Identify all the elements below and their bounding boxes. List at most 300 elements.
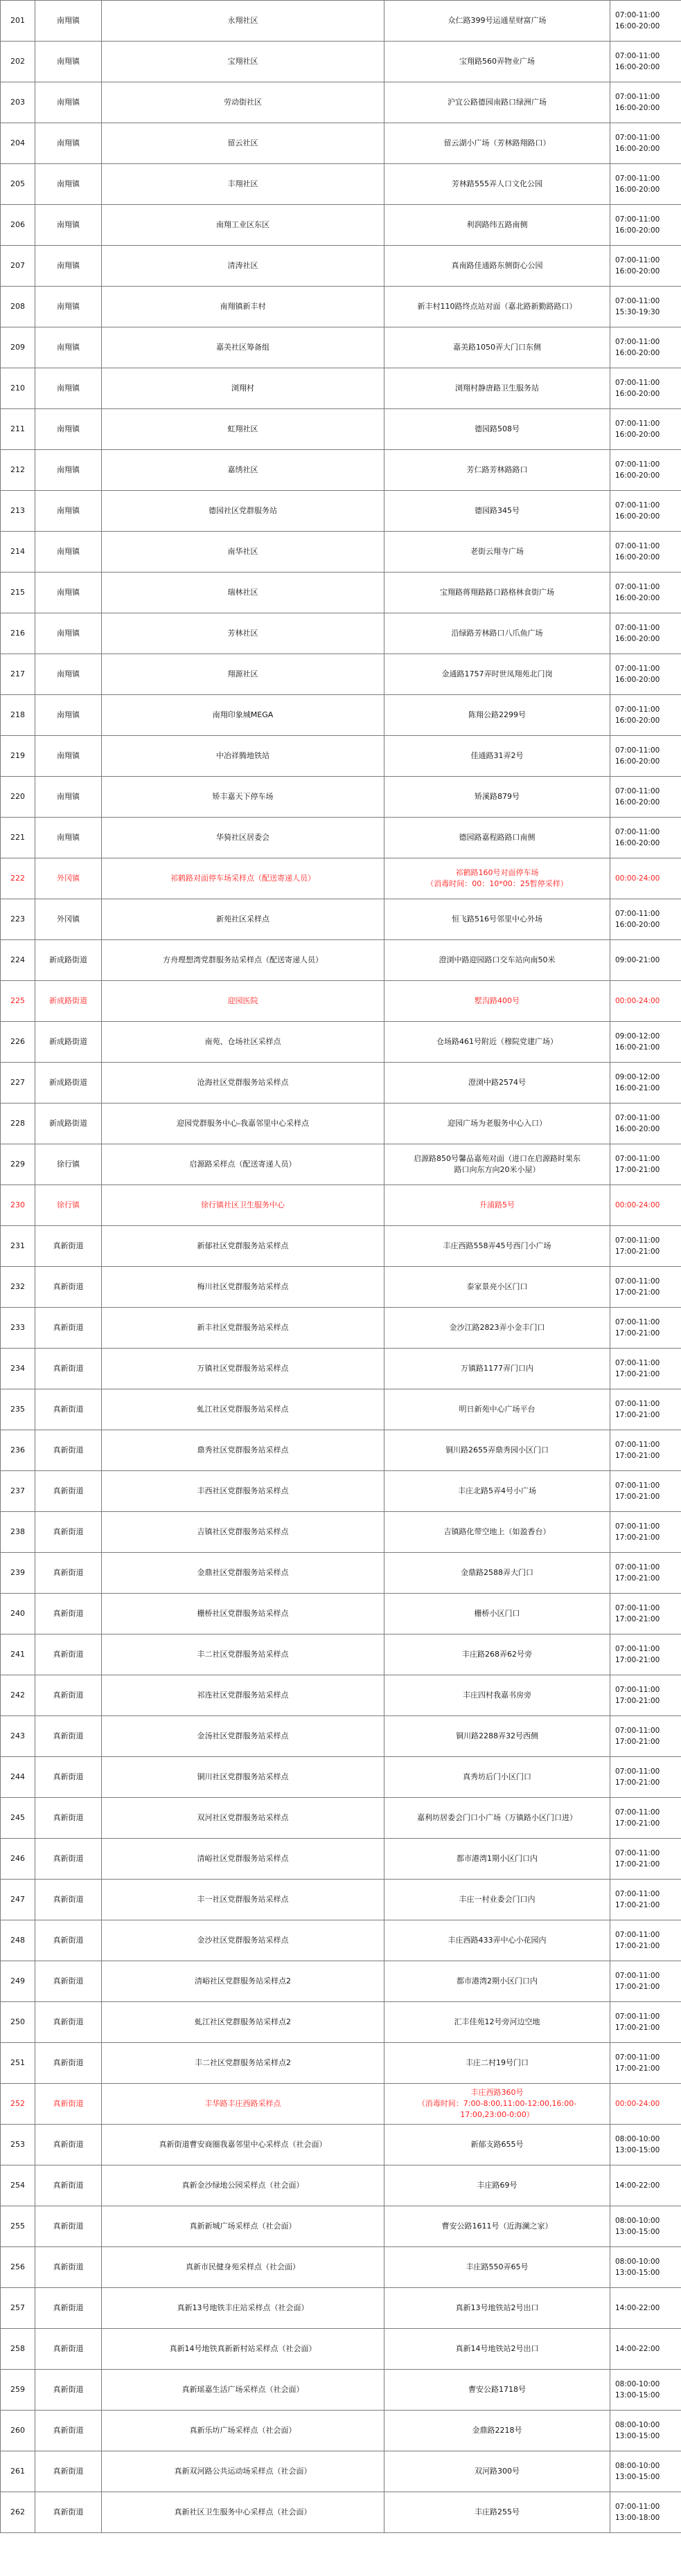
service-hours	[610, 818, 681, 858]
service-hours-line: 17:00-21:00	[615, 1411, 660, 1419]
site-name-line: 新丰社区党群服务站采样点	[197, 1323, 289, 1332]
row-number	[1, 1349, 35, 1389]
street-name-line: 真新街道	[53, 2467, 84, 2476]
service-hours-line: 07:00-11:00	[615, 1645, 660, 1653]
row-number-line: 230	[10, 1200, 25, 1209]
site-name-line: 方舟理想湾党群服务站采样点（配送寄递人员）	[163, 955, 323, 964]
street-name	[35, 818, 102, 858]
site-name	[102, 287, 384, 327]
street-name-line: 真新街道	[53, 1364, 84, 1373]
site-address-line: （消毒时间：00：10*00：25暂停采样）	[426, 879, 568, 888]
site-address-line: 德园路508号	[475, 424, 520, 433]
row-number	[1, 1594, 35, 1634]
service-hours	[610, 1349, 681, 1389]
service-hours-line: 17:00-21:00	[615, 1452, 660, 1460]
service-hours-line: 17:00-21:00	[615, 1983, 660, 1991]
site-address-line: 恒飞路516号邻里中心外场	[452, 915, 542, 924]
row-number	[1, 2329, 35, 2370]
table-row	[1, 2451, 681, 2492]
street-name	[35, 1594, 102, 1634]
service-hours	[610, 2411, 681, 2451]
service-hours	[610, 1798, 681, 1839]
row-number-line: 231	[10, 1241, 25, 1250]
site-address	[384, 654, 610, 695]
table-body	[1, 1, 681, 2533]
site-address	[384, 1512, 610, 1553]
service-hours	[610, 164, 681, 205]
table-row	[1, 2002, 681, 2043]
table-row	[1, 1226, 681, 1267]
site-name	[102, 899, 384, 940]
row-number	[1, 777, 35, 818]
service-hours-line: 07:00-11:00	[615, 705, 660, 714]
site-address	[384, 2165, 610, 2206]
service-hours-line: 07:00-11:00	[615, 828, 660, 836]
table-row	[1, 1185, 681, 1226]
row-number-line: 215	[10, 588, 25, 597]
service-hours-line: 17:00-21:00	[615, 1533, 660, 1542]
service-hours	[610, 654, 681, 695]
service-hours-line: 07:00-11:00	[615, 1808, 660, 1817]
site-name	[102, 2206, 384, 2247]
row-number-line: 247	[10, 1895, 25, 1904]
row-number-line: 252	[10, 2099, 25, 2108]
street-name	[35, 2411, 102, 2451]
table-row	[1, 2247, 681, 2288]
street-name-line: 真新街道	[53, 1772, 84, 1781]
street-name	[35, 327, 102, 368]
table-row	[1, 654, 681, 695]
table-row	[1, 818, 681, 858]
street-name	[35, 1757, 102, 1798]
site-address-line: 丰庄一村业委会门口内	[459, 1895, 536, 1904]
site-name	[102, 654, 384, 695]
site-name-line: 真新乐坊广场采样点（社会面）	[189, 2426, 297, 2435]
service-hours	[610, 1185, 681, 1226]
table-row	[1, 1716, 681, 1757]
site-address	[384, 2247, 610, 2288]
site-address	[384, 1634, 610, 1675]
street-name	[35, 491, 102, 532]
street-name	[35, 1716, 102, 1757]
service-hours	[610, 777, 681, 818]
service-hours-line: 07:00-11:00	[615, 1727, 660, 1735]
site-address	[384, 1, 610, 42]
row-number	[1, 1920, 35, 1961]
site-address-line: 真秀坊后门小区门口	[463, 1772, 531, 1781]
site-name-line: 丰华路丰庄西路采样点	[204, 2099, 281, 2108]
street-name	[35, 1349, 102, 1389]
row-number	[1, 2002, 35, 2043]
site-address	[384, 2002, 610, 2043]
site-address	[384, 368, 610, 409]
site-name-line: 丰一社区党群服务站采样点	[197, 1895, 289, 1904]
site-address	[384, 2492, 610, 2533]
service-hours-line: 16:00-20:00	[615, 267, 660, 276]
site-address	[384, 899, 610, 940]
service-hours	[610, 1961, 681, 2002]
site-address	[384, 1961, 610, 2002]
street-name-line: 真新街道	[53, 1405, 84, 1414]
street-name-line: 真新街道	[53, 1813, 84, 1822]
site-name	[102, 1022, 384, 1063]
table-row	[1, 246, 681, 287]
site-address-line: 真新14号地铁站2号出口	[455, 2344, 539, 2353]
site-name	[102, 981, 384, 1022]
street-name-line: 南翔镇	[57, 465, 80, 474]
street-name-line: 南翔镇	[57, 424, 80, 433]
table-row	[1, 2125, 681, 2165]
site-name-line: 清峪社区党群服务站采样点	[197, 1854, 289, 1863]
street-name-line: 南翔镇	[57, 220, 80, 229]
service-hours-line: 07:00-11:00	[615, 501, 660, 510]
row-number	[1, 42, 35, 82]
site-address	[384, 42, 610, 82]
site-name	[102, 2492, 384, 2533]
site-name-line: 沧海社区党群服务站采样点	[197, 1078, 289, 1087]
site-name	[102, 1389, 384, 1430]
service-hours	[610, 1389, 681, 1430]
site-address-line: 丰庄西路558弄45号西门小广场	[443, 1241, 551, 1250]
site-name-line: 永翔社区	[227, 16, 258, 25]
street-name-line: 南翔镇	[57, 833, 80, 842]
site-name-line: 金汤社区党群服务站采样点	[197, 1731, 289, 1740]
service-hours-line: 07:00-11:00	[615, 1155, 660, 1163]
site-address-line: 留云湖小广场（芳林路翔路口）	[443, 138, 551, 147]
table-row	[1, 491, 681, 532]
street-name-line: 南翔镇	[57, 506, 80, 515]
row-number	[1, 1553, 35, 1594]
service-hours-line: 08:00-10:00	[615, 2217, 660, 2225]
row-number	[1, 1389, 35, 1430]
site-name-line: 劳动街社区	[224, 98, 262, 107]
service-hours-line: 17:00-21:00	[615, 1288, 660, 1297]
service-hours-line: 07:00-11:00	[615, 1318, 660, 1326]
table-row	[1, 1063, 681, 1104]
site-name	[102, 1512, 384, 1553]
site-name	[102, 2084, 384, 2125]
row-number-line: 203	[10, 98, 25, 107]
street-name	[35, 573, 102, 613]
site-address	[384, 1757, 610, 1798]
site-name-line: 新郁社区党群服务站采样点	[197, 1241, 289, 1250]
row-number-line: 233	[10, 1323, 25, 1332]
service-hours-line: 07:00-11:00	[615, 215, 660, 224]
site-address-line: 祁鹤路160号对面停车场	[455, 868, 539, 877]
row-number	[1, 2084, 35, 2125]
site-address-line: 金沙江路2823弄小金丰门口	[449, 1323, 545, 1332]
site-address-line: 新郁支路655号	[470, 2140, 524, 2149]
site-name	[102, 450, 384, 491]
service-hours-line: 08:00-10:00	[615, 2421, 660, 2429]
street-name	[35, 2165, 102, 2206]
site-name-line: 徐行镇社区卫生服务中心	[201, 1200, 285, 1209]
site-name-line: 浏翔村	[231, 384, 254, 393]
table-row	[1, 327, 681, 368]
site-address-line: 真新13号地铁站2号出口	[455, 2303, 539, 2312]
site-address-line: 矫溪路879号	[475, 792, 520, 801]
street-name	[35, 42, 102, 82]
street-name	[35, 1634, 102, 1675]
site-address-line: 沪宜公路德园南路口绿洲广场	[448, 98, 547, 107]
site-address-line: 仓场路461号附近（穆院党建广场）	[436, 1037, 558, 1046]
site-name-line: 南苑、仓场社区采样点	[204, 1037, 281, 1046]
site-address-line: 嘉美路1050弄大门口东侧	[453, 343, 541, 352]
row-number	[1, 1430, 35, 1471]
service-hours-line: 07:00-11:00	[615, 1767, 660, 1776]
row-number-line: 205	[10, 179, 25, 188]
service-hours-line: 07:00-11:00	[615, 1931, 660, 1939]
site-name	[102, 1553, 384, 1594]
site-address	[384, 246, 610, 287]
service-hours-line: 17:00-21:00	[615, 1329, 660, 1337]
site-address	[384, 1144, 610, 1185]
site-name	[102, 1839, 384, 1880]
site-name	[102, 1308, 384, 1349]
site-name	[102, 1880, 384, 1920]
site-address-line: 众仁路399号运通星财富广场	[448, 16, 547, 25]
site-name-line: 丰二社区党群服务站采样点2	[195, 2058, 291, 2067]
row-number-line: 227	[10, 1078, 25, 1087]
site-name-line: 真新双河路公共运动场采样点（社会面）	[174, 2467, 312, 2476]
site-name-line: 真新瑶嘉生活广场采样点（社会面）	[182, 2385, 304, 2394]
row-number	[1, 368, 35, 409]
row-number	[1, 1185, 35, 1226]
street-name-line: 真新街道	[53, 1568, 84, 1577]
site-name	[102, 1920, 384, 1961]
site-address	[384, 981, 610, 1022]
site-address-line: 路口向东方向20米小屋）	[454, 1165, 540, 1174]
service-hours	[610, 1594, 681, 1634]
service-hours-line: 16:00-20:00	[615, 512, 660, 521]
site-name	[102, 1798, 384, 1839]
service-hours	[610, 287, 681, 327]
site-address	[384, 858, 610, 899]
street-name	[35, 123, 102, 164]
site-name	[102, 205, 384, 246]
service-hours-line: 07:00-11:00	[615, 787, 660, 795]
service-hours-line: 07:00-11:00	[615, 665, 660, 673]
row-number-line: 221	[10, 833, 25, 842]
service-hours-line: 00:00-24:00	[615, 997, 660, 1005]
service-hours-line: 00:00-24:00	[615, 1201, 660, 1209]
street-name-line: 南翔镇	[57, 57, 80, 66]
row-number-line: 223	[10, 915, 25, 924]
site-address	[384, 1349, 610, 1389]
row-number	[1, 1104, 35, 1144]
street-name-line: 南翔镇	[57, 16, 80, 25]
service-hours-line: 07:00-11:00	[615, 1400, 660, 1408]
street-name-line: 真新街道	[53, 2099, 84, 2108]
site-address	[384, 1430, 610, 1471]
site-name	[102, 246, 384, 287]
service-hours-line: 13:00-15:00	[615, 2473, 660, 2481]
site-address-line: 丰庄北路5弄4号小广场	[458, 1486, 536, 1495]
service-hours-line: 16:00-20:00	[615, 104, 660, 112]
service-hours	[610, 1920, 681, 1961]
street-name-line: 南翔镇	[57, 98, 80, 107]
table-row	[1, 1389, 681, 1430]
row-number-line: 245	[10, 1813, 25, 1822]
table-row	[1, 1308, 681, 1349]
row-number	[1, 1471, 35, 1512]
service-hours-line: 07:00-11:00	[615, 420, 660, 428]
service-hours-line: 17:00-21:00	[615, 1860, 660, 1868]
site-name	[102, 2002, 384, 2043]
street-name	[35, 1798, 102, 1839]
service-hours	[610, 42, 681, 82]
table-row	[1, 2492, 681, 2533]
service-hours	[610, 1063, 681, 1104]
row-number	[1, 246, 35, 287]
site-address-line: 丰庄四村我嘉书房旁	[463, 1691, 531, 1700]
row-number	[1, 1512, 35, 1553]
site-address-line: 汇丰佳苑12号旁河边空地	[454, 2017, 540, 2026]
site-address-line: 沿绿路芳林路口八爪鱼广场	[451, 629, 543, 638]
row-number-line: 238	[10, 1527, 25, 1536]
street-name	[35, 1880, 102, 1920]
table-row	[1, 1634, 681, 1675]
row-number	[1, 1144, 35, 1185]
row-number-line: 216	[10, 629, 25, 638]
site-address	[384, 2043, 610, 2084]
street-name	[35, 1185, 102, 1226]
row-number-line: 243	[10, 1731, 25, 1740]
site-name-line: 矫丰嘉天下停车场	[212, 792, 274, 801]
service-hours-line: 09:00-12:00	[615, 1073, 660, 1081]
site-address	[384, 450, 610, 491]
service-hours-line: 07:00-11:00	[615, 1604, 660, 1612]
site-name	[102, 1063, 384, 1104]
table-row	[1, 1594, 681, 1634]
service-hours-line: 16:00-20:00	[615, 594, 660, 602]
row-number	[1, 818, 35, 858]
service-hours-line: 13:00-15:00	[615, 2391, 660, 2399]
site-name-line: 南翔镇新丰村	[220, 302, 266, 311]
site-name	[102, 1471, 384, 1512]
site-name	[102, 42, 384, 82]
site-address	[384, 573, 610, 613]
table-row	[1, 1, 681, 42]
row-number	[1, 573, 35, 613]
street-name	[35, 205, 102, 246]
street-name-line: 南翔镇	[57, 302, 80, 311]
service-hours-line: 17:00-21:00	[615, 1819, 660, 1828]
service-hours-line: 16:00-20:00	[615, 22, 660, 30]
service-hours-line: 16:00-20:00	[615, 431, 660, 439]
street-name	[35, 450, 102, 491]
table-row	[1, 450, 681, 491]
service-hours	[610, 2043, 681, 2084]
service-hours-line: 07:00-11:00	[615, 174, 660, 183]
service-hours	[610, 2492, 681, 2533]
service-hours-line: 17:00-21:00	[615, 1901, 660, 1909]
site-address-line: 都市港湾2期小区门口内	[457, 1976, 538, 1985]
table-row	[1, 858, 681, 899]
row-number-line: 244	[10, 1772, 25, 1781]
table-row	[1, 573, 681, 613]
row-number-line: 249	[10, 1976, 25, 1985]
street-name-line: 真新街道	[53, 1976, 84, 1985]
street-name	[35, 1430, 102, 1471]
table-row	[1, 695, 681, 736]
street-name	[35, 654, 102, 695]
site-address-line: 澄浏中路2574号	[468, 1078, 526, 1087]
site-address-line: 金通路1757弄时世凤翔苑北门岗	[441, 669, 553, 678]
row-number	[1, 1839, 35, 1880]
site-name-line: 迎园党群服务中心-我嘉邻里中心采样点	[177, 1119, 309, 1128]
service-hours-line: 17:00-21:00	[615, 1697, 660, 1705]
site-name	[102, 1430, 384, 1471]
row-number-line: 212	[10, 465, 25, 474]
row-number-line: 254	[10, 2181, 25, 2190]
row-number-line: 207	[10, 261, 25, 270]
service-hours	[610, 695, 681, 736]
site-name	[102, 1144, 384, 1185]
table-row	[1, 777, 681, 818]
street-name	[35, 1961, 102, 2002]
service-hours	[610, 899, 681, 940]
site-address	[384, 1267, 610, 1308]
site-name-line: 清峪社区党群服务站采样点2	[195, 1976, 291, 1985]
row-number	[1, 450, 35, 491]
site-name	[102, 1267, 384, 1308]
service-hours	[610, 491, 681, 532]
site-address	[384, 940, 610, 981]
row-number	[1, 205, 35, 246]
street-name	[35, 2329, 102, 2370]
site-name	[102, 2043, 384, 2084]
street-name	[35, 532, 102, 573]
table-row	[1, 1839, 681, 1880]
service-hours	[610, 532, 681, 573]
site-address	[384, 1594, 610, 1634]
service-hours-line: 07:00-11:00	[615, 583, 660, 591]
site-name	[102, 2370, 384, 2411]
service-hours-line: 07:00-11:00	[615, 1236, 660, 1245]
service-hours	[610, 1, 681, 42]
service-hours	[610, 858, 681, 899]
service-hours	[610, 1839, 681, 1880]
site-address	[384, 205, 610, 246]
site-address-line: 丰庄二村19号门口	[466, 2058, 529, 2067]
row-number-line: 234	[10, 1364, 25, 1373]
street-name-line: 真新街道	[53, 1936, 84, 1945]
site-address-line: 17:00,23:00-0:00）	[460, 2110, 534, 2119]
service-hours-line: 17:00-21:00	[615, 1738, 660, 1746]
table-row	[1, 1880, 681, 1920]
row-number-line: 235	[10, 1405, 25, 1414]
street-name	[35, 1267, 102, 1308]
row-number-line: 258	[10, 2344, 25, 2353]
street-name	[35, 695, 102, 736]
street-name-line: 南翔镇	[57, 261, 80, 270]
table-row	[1, 1920, 681, 1961]
site-address	[384, 532, 610, 573]
row-number	[1, 940, 35, 981]
service-hours-line: 13:00-15:00	[615, 2146, 660, 2154]
service-hours-line: 07:00-11:00	[615, 1522, 660, 1531]
service-hours	[610, 1634, 681, 1675]
service-hours-line: 16:00-20:00	[615, 553, 660, 561]
street-name	[35, 1512, 102, 1553]
row-number	[1, 1226, 35, 1267]
service-hours-line: 00:00-24:00	[615, 2100, 660, 2108]
street-name	[35, 409, 102, 450]
site-name-line: 金沙社区党群服务站采样点	[197, 1936, 289, 1945]
site-address	[384, 491, 610, 532]
street-name	[35, 287, 102, 327]
